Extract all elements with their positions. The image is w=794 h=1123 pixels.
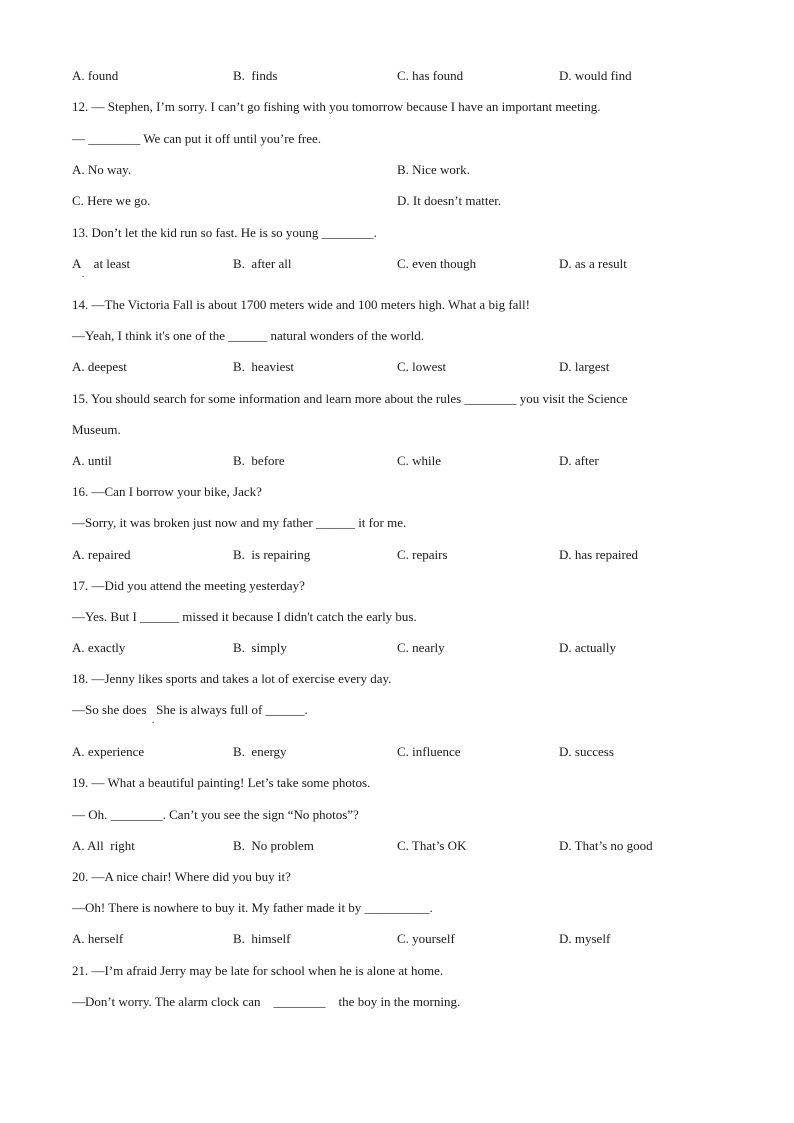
- q20-option-d: D. myself: [559, 931, 611, 946]
- q19-option-d: D. That’s no good: [559, 838, 653, 853]
- q18-option-b: B. energy: [233, 744, 287, 759]
- q20-option-a: A. herself: [72, 931, 124, 946]
- q19-option-c: C. That’s OK: [397, 838, 467, 853]
- q18-option-c: C. influence: [397, 744, 461, 759]
- q19-reply: — Oh. ________. Can’t you see the sign “No photos”?: [72, 807, 359, 822]
- q14-option-b: B. heaviest: [233, 359, 295, 374]
- q16-option-a: A. repaired: [72, 547, 131, 562]
- q17-option-d: D. actually: [559, 640, 617, 655]
- q15-option-c: C. while: [397, 453, 442, 468]
- q11-option-c: C. has found: [397, 68, 464, 83]
- q14-option-c: C. lowest: [397, 359, 447, 374]
- q18-option-d: D. success: [559, 744, 614, 759]
- q16-option-c: C. repairs: [397, 547, 448, 562]
- q19-option-a: A. All right: [72, 838, 135, 853]
- q14-prompt: 14. —The Victoria Fall is about 1700 meters wide and 100 meters high. What a big fall!: [72, 297, 530, 312]
- q21-prompt: 21. —I’m afraid Jerry may be late for school when he is alone at home.: [72, 963, 444, 978]
- q15-option-a: A. until: [72, 453, 112, 468]
- q17-prompt: 17. —Did you attend the meeting yesterday?: [72, 578, 305, 593]
- q12-reply: — ________ We can put it off until you’re free.: [72, 131, 322, 146]
- q14-option-d: D. largest: [559, 359, 610, 374]
- q20-prompt: 20. —A nice chair! Where did you buy it?: [72, 869, 291, 884]
- q15-prompt: 15. You should search for some information and learn more about the rules ________ you visit the Science: [72, 391, 628, 406]
- stray-dot: .: [152, 715, 155, 725]
- q13-option-d: D. as a result: [559, 256, 627, 271]
- q19-prompt: 19. — What a beautiful painting! Let’s take some photos.: [72, 775, 371, 790]
- q11-option-b: B. finds: [233, 68, 278, 83]
- q15-option-b: B. before: [233, 453, 285, 468]
- q16-reply: —Sorry, it was broken just now and my father ______ it for me.: [72, 515, 407, 530]
- q20-option-b: B. himself: [233, 931, 291, 946]
- q18-reply: —So she does She is always full of ______.: [72, 702, 308, 717]
- q16-option-d: D. has repaired: [559, 547, 639, 562]
- q13-option-c: C. even though: [397, 256, 477, 271]
- q20-option-c: C. yourself: [397, 931, 455, 946]
- q11-option-a: A. found: [72, 68, 119, 83]
- q14-option-a: A. deepest: [72, 359, 127, 374]
- q14-reply: —Yeah, I think it's one of the ______ natural wonders of the world.: [72, 328, 424, 343]
- q17-option-c: C. nearly: [397, 640, 445, 655]
- q12-option-d: D. It doesn’t matter.: [397, 193, 502, 208]
- q13-option-a: A at least: [72, 256, 131, 271]
- q13-option-b: B. after all: [233, 256, 292, 271]
- q21-reply: —Don’t worry. The alarm clock can ________ the boy in the morning.: [72, 994, 461, 1009]
- q12-option-b: B. Nice work.: [397, 162, 470, 177]
- q17-option-a: A. exactly: [72, 640, 126, 655]
- q17-option-b: B. simply: [233, 640, 287, 655]
- q12-prompt: 12. — Stephen, I’m sorry. I can’t go fishing with you tomorrow because I have an important meeting.: [72, 99, 601, 114]
- q18-prompt: 18. —Jenny likes sports and takes a lot of exercise every day.: [72, 671, 392, 686]
- q13-prompt: 13. Don’t let the kid run so fast. He is so young ________.: [72, 225, 377, 240]
- q12-option-a: A. No way.: [72, 162, 132, 177]
- q17-reply: —Yes. But I ______ missed it because I didn't catch the early bus.: [72, 609, 417, 624]
- q12-option-c: C. Here we go.: [72, 193, 151, 208]
- q18-option-a: A. experience: [72, 744, 145, 759]
- q11-option-d: D. would find: [559, 68, 632, 83]
- stray-dot: .: [82, 269, 85, 279]
- q20-reply: —Oh! There is nowhere to buy it. My father made it by __________.: [72, 900, 433, 915]
- q16-prompt: 16. —Can I borrow your bike, Jack?: [72, 484, 262, 499]
- q16-option-b: B. is repairing: [233, 547, 311, 562]
- q15-prompt-cont: Museum.: [72, 422, 121, 437]
- q15-option-d: D. after: [559, 453, 599, 468]
- q19-option-b: B. No problem: [233, 838, 314, 853]
